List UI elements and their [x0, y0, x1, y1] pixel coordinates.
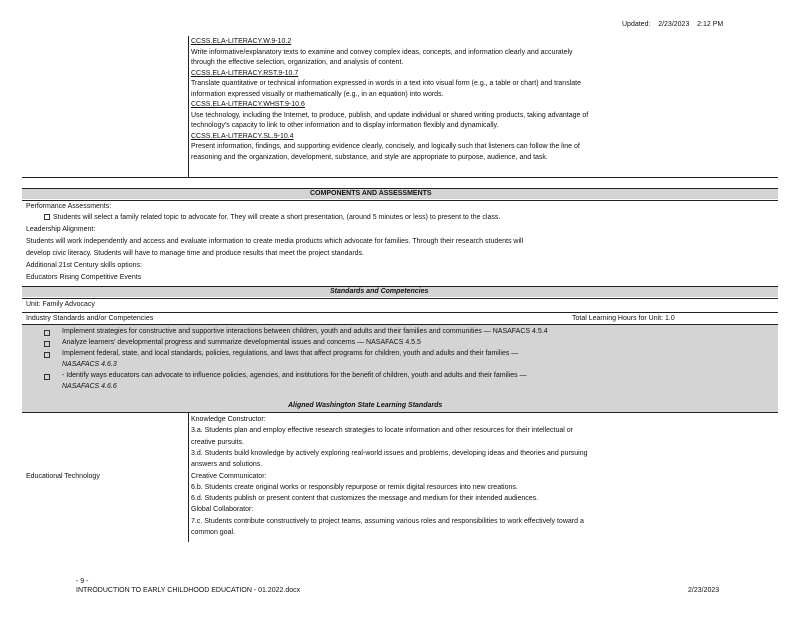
standard-code: CCSS.ELA-LITERACY.WHST.9-10.6 — [191, 101, 305, 108]
ed-tech-line: 6.d. Students publish or present content that customizes the message and medium for their intended audiences. — [191, 495, 539, 503]
ed-tech-line: Knowledge Constructor: — [191, 416, 266, 423]
industry-item-code: NASAFACS 4.6.3 — [62, 361, 117, 368]
footer-date: 2/23/2023 — [688, 587, 720, 594]
standard-text: Write informative/explanatory texts to examine and convey complex ideas, concepts, and information clearly and accurately — [191, 48, 573, 56]
updated-date: 2/23/2023 — [658, 21, 690, 28]
ed-tech-line: creative pursuits. — [191, 438, 244, 446]
bullet-box-icon — [44, 352, 50, 358]
standards-header: Standards and Competencies — [330, 288, 429, 295]
divider — [22, 188, 778, 189]
bullet-box-icon — [44, 214, 50, 220]
standard-code: CCSS.ELA-LITERACY.SL.9-10.4 — [191, 132, 294, 140]
column-divider — [188, 36, 189, 177]
ed-tech-line: 7.c. Students contribute constructively to project teams, assuming various roles and responsibilities to work effectively toward a — [191, 517, 584, 525]
industry-header: Industry Standards and/or Competencies — [26, 315, 154, 322]
performance-text: Students will select a family related topic to advocate for. They will create a short presentation, (around 5 minutes or less) to present to the class. — [53, 214, 501, 221]
unit-title: Unit: Family Advocacy — [26, 301, 95, 308]
industry-item: Implement federal, state, and local standards, policies, regulations, and laws that affect programs for children, youth and adults and their families — — [62, 350, 519, 357]
updated-stamp — [622, 21, 723, 28]
standard-text: technology's capacity to link to other information and to display information flexibly and dynamically. — [191, 122, 499, 129]
standard-text: through the effective selection, organization, and analysis of content. — [191, 59, 404, 66]
standard-text: information expressed visually or mathematically (e.g., in an equation) into words. — [191, 90, 444, 98]
ed-tech-line: Global Collaborator: — [191, 506, 254, 514]
standard-code: CCSS.ELA-LITERACY.W.9-10.2 — [191, 38, 292, 45]
standard-text: reasoning and the organization, development, substance, and style are appropriate to purpose, audience, and task. — [191, 153, 548, 161]
divider — [22, 177, 778, 178]
industry-item-code: NASAFACS 4.6.6 — [62, 383, 117, 390]
page-number: - 9 - — [76, 578, 89, 585]
ed-tech-line: common goal. — [191, 529, 235, 536]
standard-text: Translate quantitative or technical information expressed in words in a text into visual form (e.g., a table or chart) and translate — [191, 80, 581, 87]
industry-item: Implement strategies for constructive and supportive interactions between children, youth and adults and their families and communities — NASAFACS 4.5.4 — [62, 328, 548, 335]
industry-item: - Identify ways educators can advocate to influence policies, agencies, and institutions for the benefit of children, youth and adults and their families — — [62, 372, 527, 379]
divider — [22, 312, 778, 313]
educators-rising: Educators Rising Competitive Events — [26, 274, 142, 281]
divider — [22, 286, 778, 287]
components-title: COMPONENTS AND ASSESSMENTS — [310, 190, 432, 197]
leadership-line-1: Students will work independently and access and evaluate information to create media products which advocate for families. Through their research students will — [26, 238, 524, 245]
updated-time: 2:12 PM — [697, 21, 724, 28]
hours-header: Total Learning Hours for Unit: 1.0 — [572, 315, 675, 322]
aligned-header: Aligned Washington State Learning Standards — [288, 402, 443, 409]
standard-code: CCSS.ELA-LITERACY.RST.9-10.7 — [191, 69, 299, 77]
standard-text: Use technology, including the Internet, to produce, publish, and update individual or shared writing products, taking advantage of — [191, 111, 589, 119]
footer-doc: INTRODUCTION TO EARLY CHILDHOOD EDUCATION - 01.2022.docx — [76, 587, 301, 594]
additional-skills: Additional 21st Century skills options: — [26, 262, 142, 269]
divider — [22, 412, 778, 413]
performance-label: Performance Assessments: — [26, 203, 112, 210]
ed-tech-line: 3.a. Students plan and employ effective research strategies to locate information and other resources for their intellectual or — [191, 427, 573, 435]
performance-item — [44, 214, 500, 221]
updated-label: Updated: — [622, 21, 651, 28]
ed-tech-line: 6.b. Students create original works or responsibly repurpose or remix digital resources into new creations. — [191, 483, 518, 491]
ed-tech-label: Educational Technology — [26, 473, 100, 480]
bullet-box-icon — [44, 341, 50, 347]
bullet-box-icon — [44, 330, 50, 336]
column-divider — [188, 412, 189, 542]
industry-item: Analyze learners' developmental progress and summarize developmental issues and concerns — NASAFACS 4.5.5 — [62, 339, 421, 346]
ed-tech-line: Creative Communicator: — [191, 472, 267, 480]
standard-text: Present information, findings, and supporting evidence clearly, concisely, and logically such that listeners can follow the line of — [191, 143, 580, 150]
leadership-line-2: develop civic literacy. Students will have to manage time and produce results that meet the project standards. — [26, 250, 364, 257]
leadership-label: Leadership Alignment: — [26, 226, 96, 233]
divider — [22, 200, 778, 201]
ed-tech-line: 3.d. Students build knowledge by actively exploring real-world issues and problems, developing ideas and theories and pursuing — [191, 449, 588, 457]
ed-tech-line: answers and solutions. — [191, 461, 263, 469]
divider — [22, 298, 778, 299]
bullet-box-icon — [44, 374, 50, 380]
